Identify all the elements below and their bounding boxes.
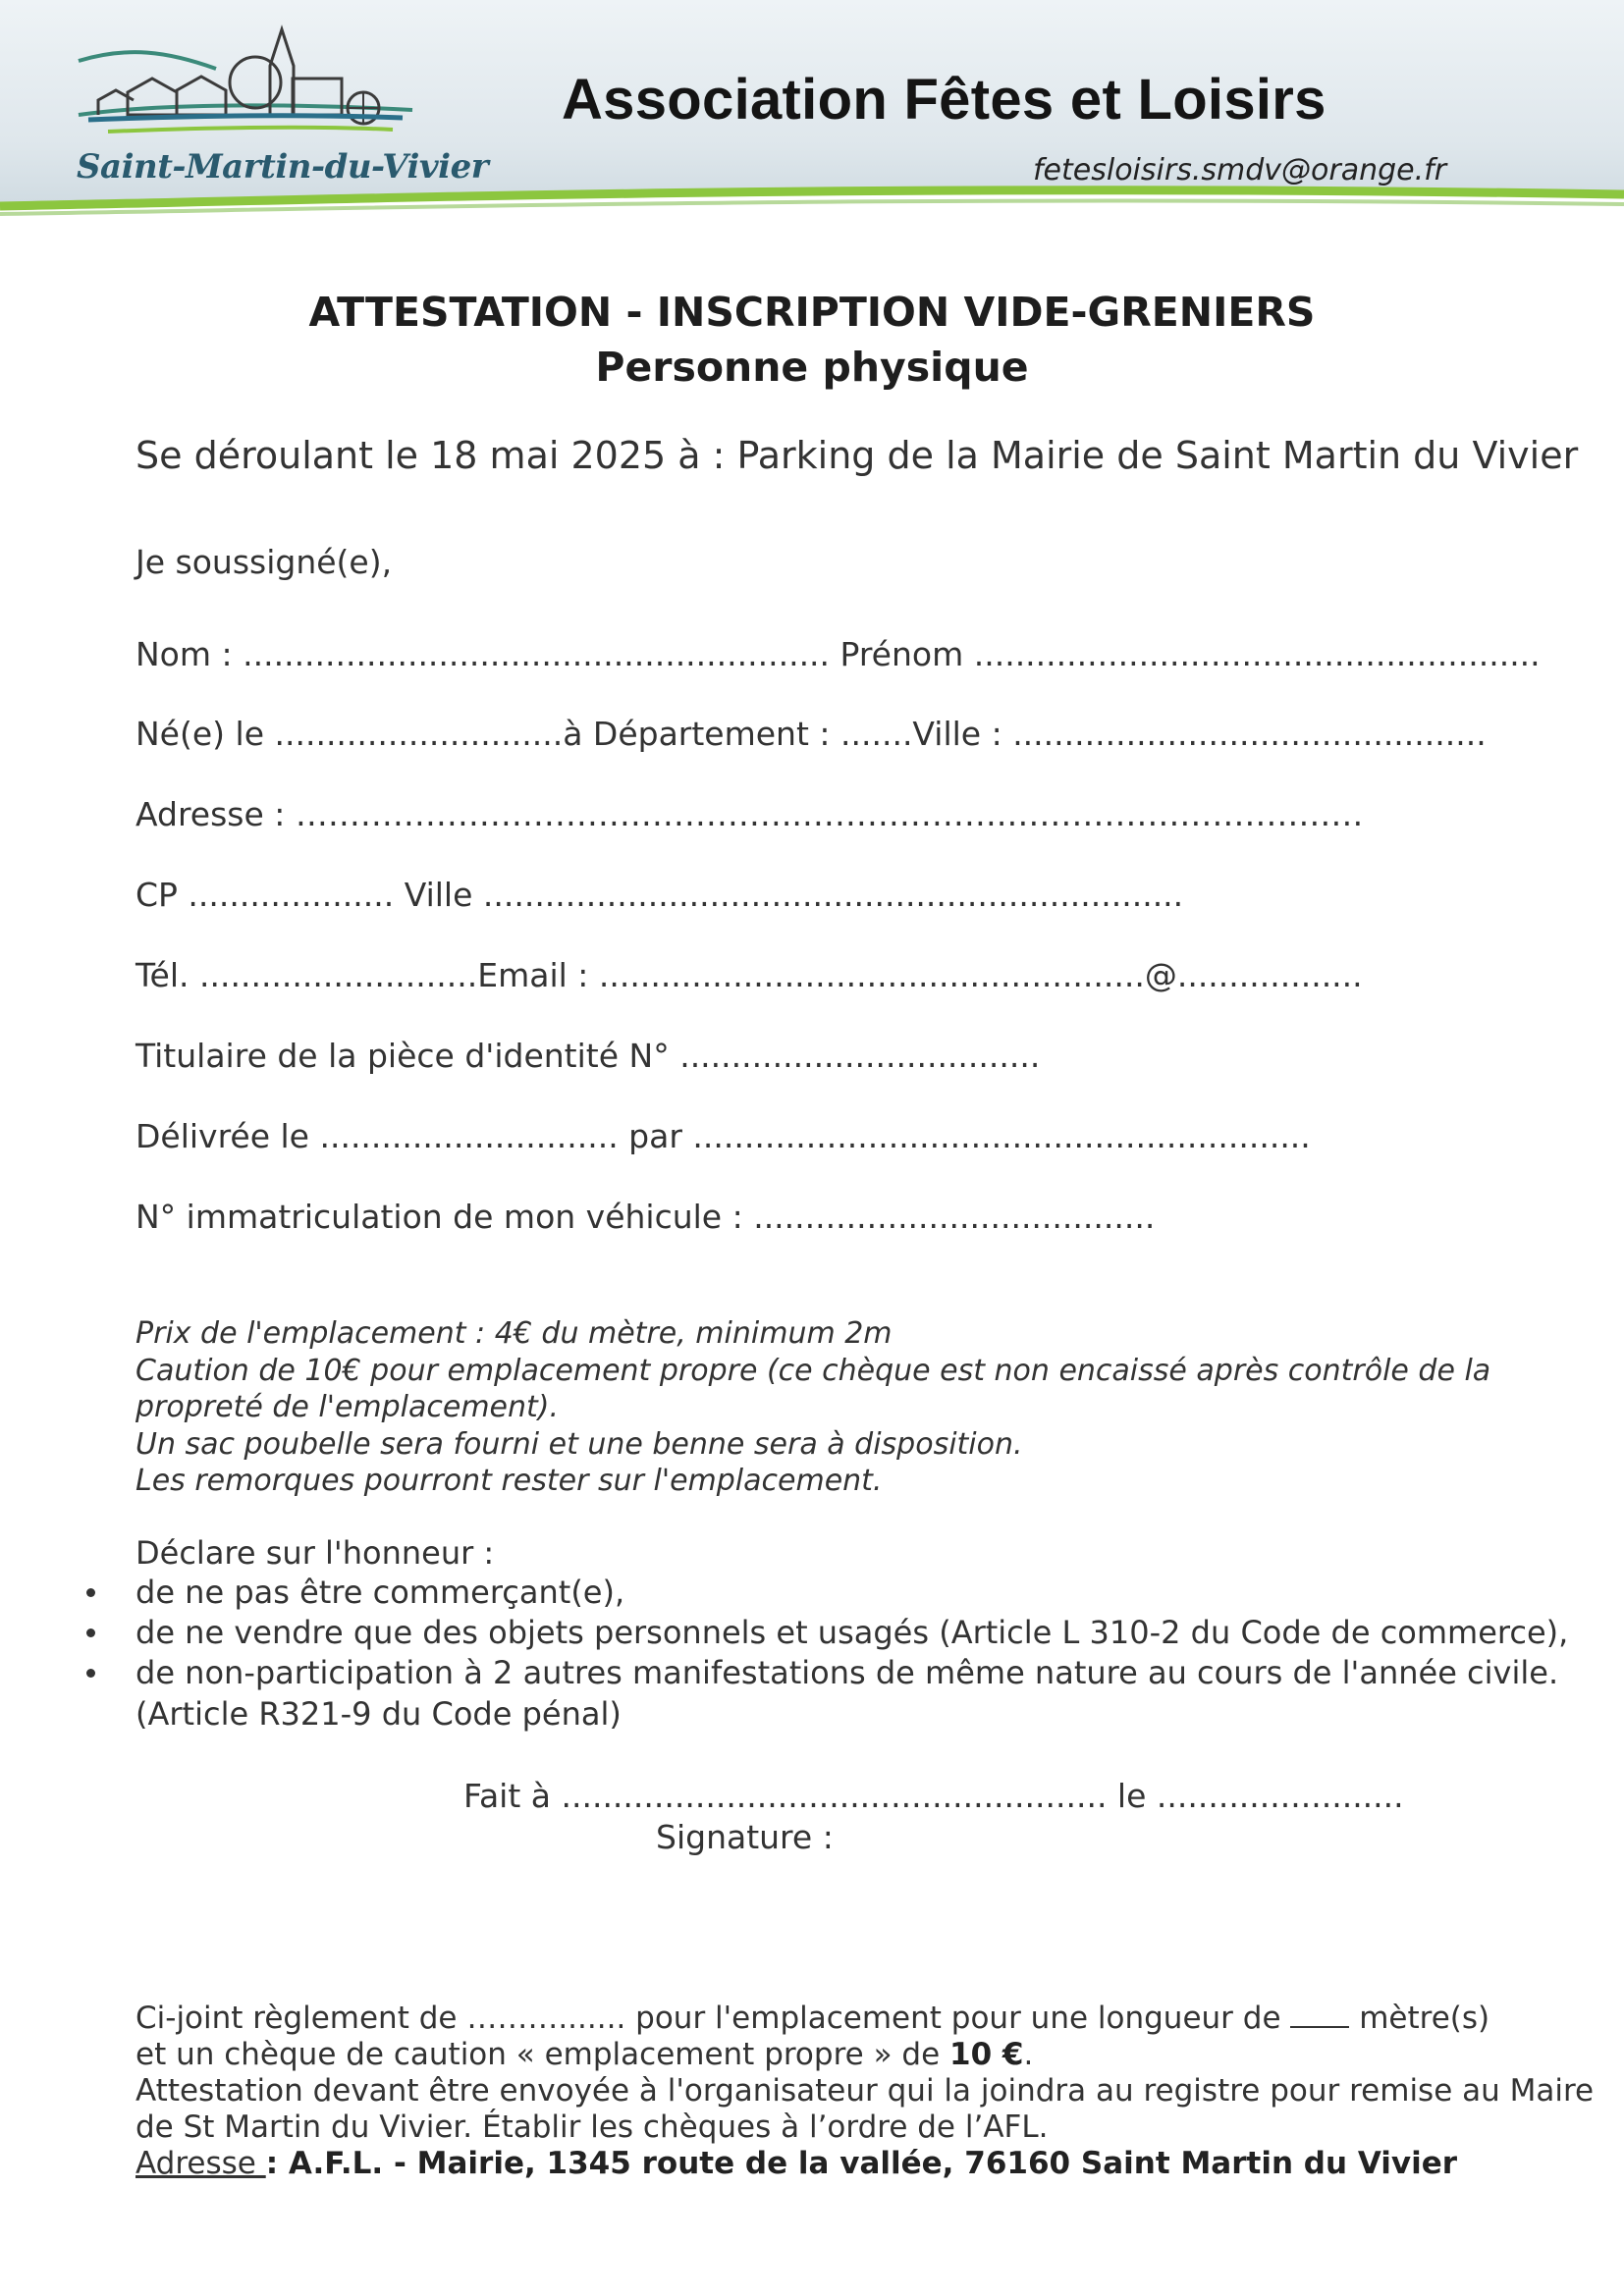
declaration-legal-reference: (Article R321-9 du Code pénal) — [135, 1695, 622, 1733]
intro-line: Je soussigné(e), — [135, 543, 393, 581]
fait-a-field[interactable]: Fait à ..................................................... le ........................ — [463, 1777, 1404, 1815]
bullet-icon — [86, 1629, 95, 1637]
delivree-field[interactable]: Délivrée le ............................. par ............................................................ — [135, 1117, 1311, 1155]
tel-email-field[interactable]: Tél. ...........................Email : .....................................................@.................. — [135, 956, 1363, 994]
list-item-text: de non-participation à 2 autres manifestations de même nature au cours de l'année civile. — [135, 1654, 1559, 1691]
caution-amount: 10 € — [949, 2037, 1024, 2072]
list-item — [0, 1614, 1624, 1654]
footer-address — [135, 2146, 1569, 2182]
pricing-notes — [135, 1315, 1530, 1500]
payment-footer — [135, 2001, 1595, 2182]
association-title: Association Fêtes et Loisirs — [562, 68, 1326, 132]
metres-text: mètre(s) — [1359, 2001, 1490, 2036]
signature-label: Signature : — [656, 1818, 834, 1856]
piece-identite-field[interactable]: Titulaire de la pièce d'identité N° ................................... — [135, 1037, 1041, 1075]
document-title: ATTESTATION - INSCRIPTION VIDE-GRENIERS — [308, 289, 1316, 336]
bullet-icon — [86, 1669, 95, 1678]
declaration-heading: Déclare sur l'honneur : — [135, 1534, 495, 1572]
association-email[interactable]: fetesloisirs.smdv@orange.fr — [1033, 153, 1447, 187]
declaration-list — [0, 1574, 1624, 1694]
naissance-field[interactable]: Né(e) le ............................à Département : .......Ville : .............................................. — [135, 715, 1487, 753]
longueur-blank-field[interactable] — [1290, 2004, 1349, 2028]
note-line: Les remorques pourront rester sur l'emplacement. — [135, 1464, 883, 1498]
list-item-text: de ne pas être commerçant(e), — [135, 1574, 625, 1611]
address-text: A.F.L. - Mairie, 1345 route de la vallée, 76160 Saint Martin du Vivier — [288, 2146, 1458, 2181]
footer-line-2 — [135, 2037, 1569, 2073]
town-logo-text: Saint-Martin-du-Vivier — [77, 147, 489, 187]
document-subtitle: Personne physique — [595, 344, 1029, 391]
caution-text: et un chèque de caution « emplacement propre » de — [135, 2037, 941, 2072]
footer-line-4: de St Martin du Vivier. Établir les chèques à l’ordre de l’AFL. — [135, 2109, 1049, 2145]
note-line: Un sac poubelle sera fourni et une benne sera à disposition. — [135, 1426, 1023, 1462]
list-item — [0, 1654, 1624, 1694]
event-details: Se déroulant le 18 mai 2025 à : Parking de la Mairie de Saint Martin du Vivier — [135, 434, 1579, 477]
note-line: Prix de l'emplacement : 4€ du mètre, minimum 2m — [135, 1316, 893, 1351]
town-logo — [69, 22, 489, 198]
note-line: propreté de l'emplacement). — [135, 1390, 560, 1424]
nom-prenom-field[interactable]: Nom : ......................................................... Prénom ....................................................... — [135, 635, 1541, 673]
address-separator: : — [265, 2146, 289, 2181]
reglement-text: Ci-joint règlement de ………....... pour l'emplacement pour une longueur de — [135, 2001, 1281, 2036]
footer-line-3: Attestation devant être envoyée à l'organisateur qui la joindra au registre pour remise au Maire — [135, 2073, 1595, 2109]
footer-line-1 — [135, 2001, 1569, 2037]
adresse-field[interactable]: Adresse : ………………………………………..……………….…………………………… — [135, 795, 1364, 833]
village-illustration-icon — [69, 22, 422, 149]
bullet-icon — [86, 1588, 95, 1597]
address-label: Adresse — [135, 2146, 266, 2181]
list-item — [0, 1574, 1624, 1614]
note-line: Caution de 10€ pour emplacement propre (ce chèque est non encaissé après contrôle de la — [135, 1353, 1491, 1388]
letterhead-banner — [0, 0, 1624, 236]
immatriculation-field[interactable]: N° immatriculation de mon véhicule : ....................................... — [135, 1198, 1156, 1236]
caution-end: . — [1023, 2037, 1034, 2072]
list-item-text: de ne vendre que des objets personnels et usagés (Article L 310-2 du Code de commerce), — [135, 1614, 1569, 1651]
cp-ville-field[interactable]: CP .................... Ville .................................................................... — [135, 876, 1184, 914]
